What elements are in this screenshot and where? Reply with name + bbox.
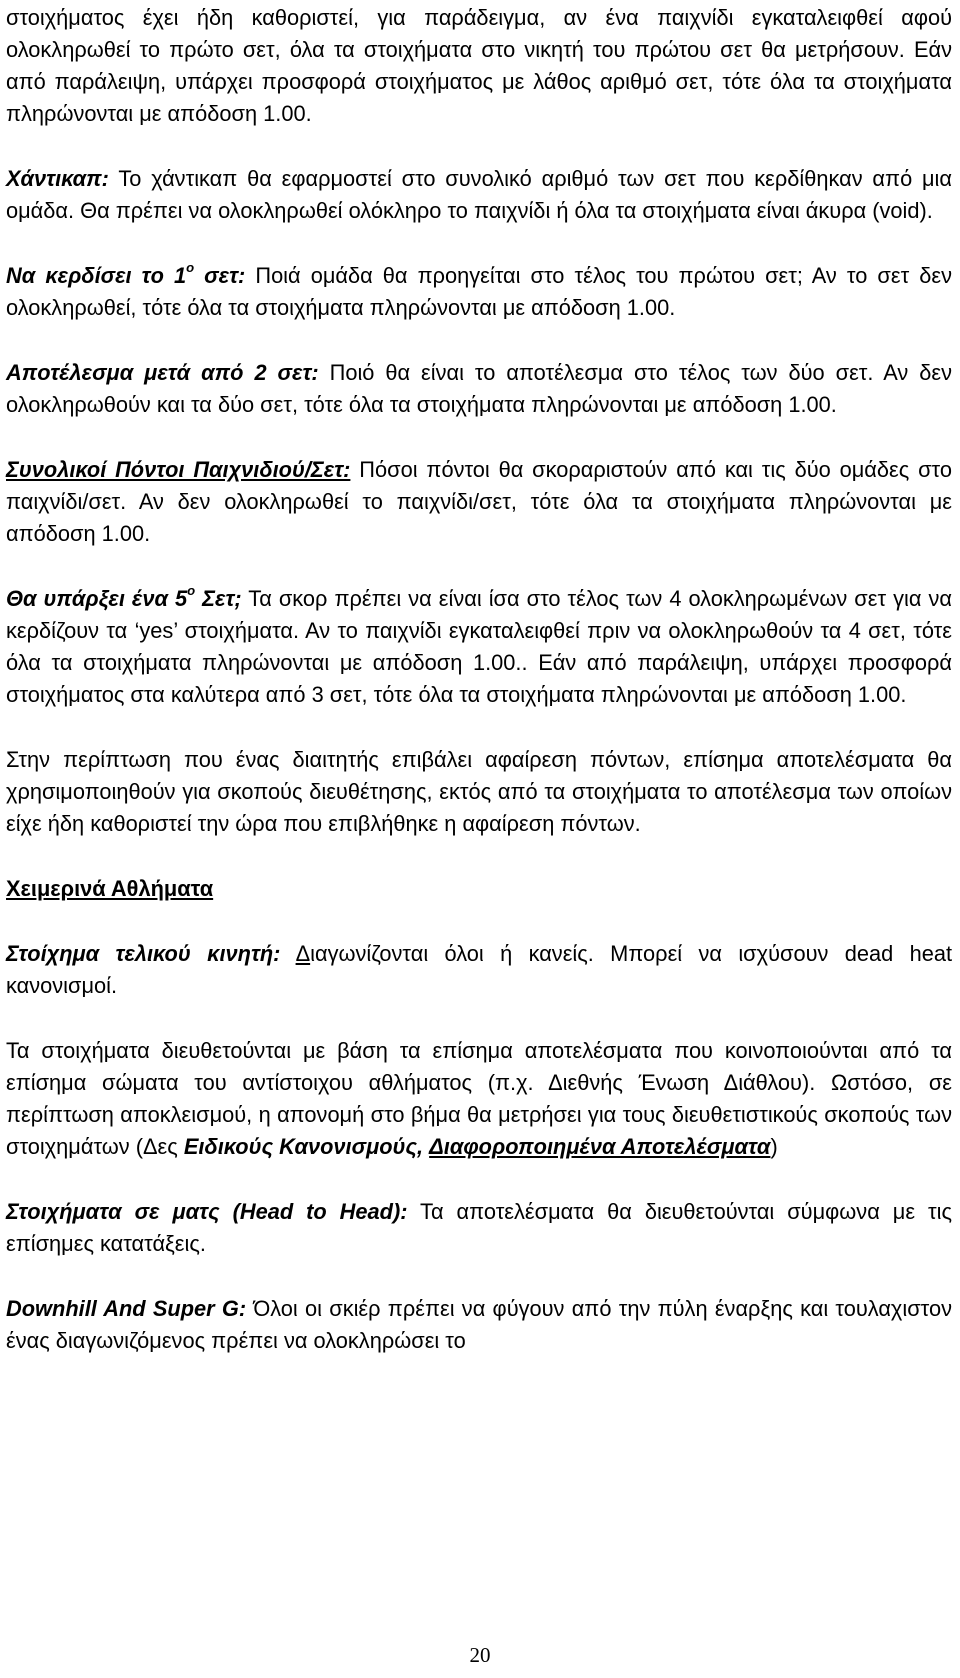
paragraph-head-to-head-text: Τα αποτελέσματα θα διευθετούνται σύμφωνα με τις επίσημες κατατάξεις. <box>6 1199 952 1256</box>
term-result-after-two-sets: Αποτέλεσμα μετά από 2 σετ: <box>6 360 319 385</box>
term-handicap: Χάντικαπ: <box>6 166 109 191</box>
paragraph-handicap <box>6 163 952 227</box>
paragraph-result-after-two-sets <box>6 357 952 421</box>
section-heading-winter-sports: Χειμερινά Αθλήματα <box>6 876 214 901</box>
paragraph-official-results <box>6 1035 952 1163</box>
paragraph-outright-winner <box>6 938 952 1002</box>
term-fifth-set-b: Σετ; <box>195 586 242 611</box>
term-first-set-a: Να κερδίσει το 1 <box>6 263 187 288</box>
paragraph-set-abandonment: στοιχήματος έχει ήδη καθοριστεί, για παράδειγμα, αν ένα παιχνίδι εγκαταλειφθεί αφού ολοκληρωθεί το πρώτο σετ, όλα τα στοιχήματα στο νικητή του πρώτου σετ θα μετρήσουν. Εάν από παράλειψη, υπάρχει προσφορά στοιχήματος με λάθος αριθμό σετ, τότε όλα τα στοιχήματα πληρώνονται με απόδοση 1.00. <box>6 5 952 126</box>
term-outright-winner: Στοίχημα τελικού κινητή: <box>6 941 281 966</box>
paragraph-official-results-close: ) <box>770 1134 778 1159</box>
paragraph-outright-winner-text: ιαγωνίζονται όλοι ή κανείς. Μπορεί να ισχύσουν dead heat κανονισμοί. <box>6 941 952 998</box>
term-downhill-super-g: Downhill And Super G: <box>6 1296 247 1321</box>
paragraph-downhill-super-g <box>6 1293 952 1357</box>
paragraph-fifth-set-text: Τα σκορ πρέπει να είναι ίσα στο τέλος των 4 ολοκληρωμένων σετ για να κερδίζουν τα ‘yes’ στοιχήματα. Αν το παιχνίδι εγκαταλειφθεί πριν να ολοκληρωθούν τα 4 σετ, τότε όλα τα στοιχήματα πληρώνονται με απόδοση 1.00.. Εάν από παράλειψη, υπάρχει προσφορά στοιχήματος στα καλύτερα από 3 σετ, τότε όλα τα στοιχήματα πληρώνονται με απόδοση 1.00. <box>6 586 952 707</box>
term-first-set-sup: ο <box>186 260 195 276</box>
reference-differentiated-results: Διαφοροποιημένα Αποτελέσματα <box>429 1134 771 1159</box>
paragraph-downhill-super-g-text: Όλοι οι σκιέρ πρέπει να φύγουν από την πύλη έναρξης και τουλαχιστον ένας διαγωνιζόμενος πρέπει να ολοκληρώσει το <box>6 1296 952 1353</box>
term-total-points: Συνολικοί Πόντοι Παιχνιδιού/Σετ: <box>6 457 351 482</box>
term-first-set-b: σετ: <box>194 263 246 288</box>
paragraph-fifth-set <box>6 583 952 711</box>
paragraph-first-set-winner <box>6 260 952 324</box>
paragraph-first-set-text: Ποιά ομάδα θα προηγείται στο τέλος του πρώτου σετ; Αν το σετ δεν ολοκληρωθεί, τότε όλα τα στοιχήματα πληρώνονται με απόδοση 1.00. <box>6 263 953 320</box>
page-number: 20 <box>469 1643 491 1667</box>
paragraph-total-points-text: Πόσοι πόντοι θα σκοραριστούν από και τις δύο ομάδες στο παιχνίδι/σετ. Αν δεν ολοκληρωθεί το παιχνίδι/σετ, τότε όλα τα στοιχήματα πληρώνονται με απόδοση 1.00. <box>6 457 952 546</box>
paragraph-point-deduction: Στην περίπτωση που ένας διαιτητής επιβάλει αφαίρεση πόντων, επίσημα αποτελέσματα θα χρησιμοποιηθούν για σκοπούς διευθέτησης, εκτός από τα στοιχήματα το αποτέλεσμα των οποίων είχε ήδη καθοριστεί την ώρα που επιβλήθηκε η αφαίρεση πόντων. <box>6 747 952 836</box>
underlined-initial: Δ <box>295 941 311 966</box>
term-head-to-head: Στοιχήματα σε ματς (Head to Head): <box>6 1199 408 1224</box>
term-fifth-set-sup: ο <box>187 583 196 599</box>
reference-special-rules: Ειδικούς Κανονισμούς, <box>183 1134 424 1159</box>
term-fifth-set-a: Θα υπάρξει ένα 5 <box>6 586 188 611</box>
paragraph-official-results-text: Τα στοιχήματα διευθετούνται με βάση τα επίσημα αποτελέσματα που κοινοποιούνται από τα επίσημα σώματα του αντίστοιχου αθλήματος (π.χ. Διεθνής Ένωση Διάθλου). Ωστόσο, σε περίπτωση αποκλεισμού, η απονομή στο βήμα θα μετρήσει για τους διευθετιστικούς σκοπούς των στοιχημάτων (Δες <box>6 1038 952 1159</box>
paragraph-head-to-head <box>6 1196 952 1260</box>
paragraph-total-points <box>6 454 952 550</box>
paragraph-handicap-text: Το χάντικαπ θα εφαρμοστεί στο συνολικό αριθμό των σετ που κερδίθηκαν από μια ομάδα. Θα πρέπει να ολοκληρωθεί ολόκληρο το παιχνίδι ή όλα τα στοιχήματα είναι άκυρα (void). <box>6 166 952 223</box>
paragraph-result-after-two-sets-text: Ποιό θα είναι το αποτέλεσμα στο τέλος των δύο σετ. Αν δεν ολοκληρωθούν και τα δύο σετ, τότε όλα τα στοιχήματα πληρώνονται με απόδοση 1.00. <box>6 360 952 417</box>
